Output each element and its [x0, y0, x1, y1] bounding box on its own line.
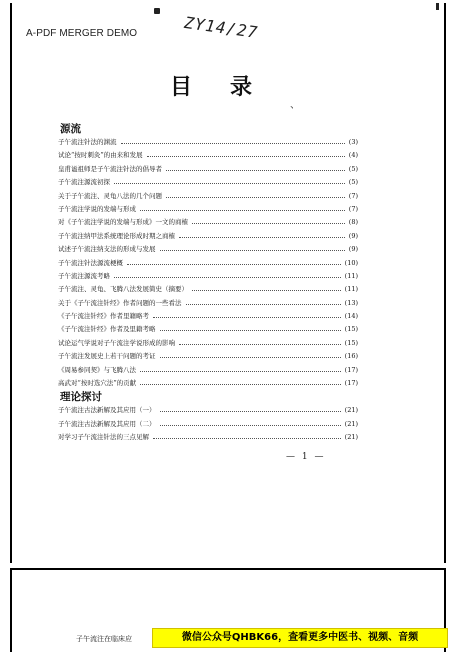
toc-entry[interactable] [58, 257, 358, 270]
toc-entry-page: (7) [348, 204, 358, 213]
dot-leader [140, 210, 345, 211]
toc-entry[interactable] [58, 270, 358, 283]
toc-entry[interactable] [58, 216, 358, 229]
toc-entry[interactable] [58, 337, 358, 350]
dot-leader [140, 384, 341, 385]
toc-entry[interactable] [58, 136, 358, 149]
dot-leader [179, 237, 345, 238]
toc-entry-page: (21) [344, 406, 358, 415]
toc-entry[interactable] [58, 149, 358, 162]
toc-entry-page: (5) [348, 178, 358, 187]
toc-entry-title: 子午流注针法源流梗概 [58, 258, 123, 267]
toc-entry-title: 子午流注、灵龟、飞腾八法发展简史（摘要） [58, 285, 188, 294]
toc-entry-page: (3) [348, 138, 358, 146]
toc-entry[interactable] [58, 176, 358, 189]
dot-leader [192, 290, 341, 291]
dot-leader [121, 143, 345, 144]
toc-entry[interactable] [58, 163, 358, 176]
toc-entry-title: 《周易参同契》与飞腾八法 [58, 365, 136, 374]
toc-entry-page: (14) [344, 312, 358, 321]
toc-entry-page: (15) [344, 338, 358, 347]
toc-entry[interactable] [58, 323, 358, 336]
toc-entry[interactable] [58, 418, 358, 431]
toc-entry[interactable] [58, 203, 358, 216]
toc-entry-title: 对学习子午流注针法的三点见解 [58, 433, 149, 442]
toc-entry-page: (10) [344, 258, 358, 267]
section-heading: 源流 [60, 123, 81, 135]
toc-entry-page: (7) [348, 191, 358, 200]
toc-entry-page: (11) [344, 271, 358, 280]
toc-entry[interactable] [58, 404, 358, 417]
toc-entry-title: 子午流注学说的发端与形成 [58, 204, 136, 213]
toc-entry-title: 子午流注发展史上若干问题的考证 [58, 352, 156, 361]
toc-entry[interactable] [58, 431, 358, 444]
dot-leader [160, 425, 341, 426]
toc-entry[interactable] [58, 283, 358, 296]
handwritten-note: ZY14/27 [183, 12, 260, 43]
dot-leader [153, 317, 341, 318]
title-mark: 、 [290, 100, 300, 111]
toc-entry-page: (4) [348, 151, 358, 160]
toc-entry-title: 关于《子午流注针经》作者问题的一些看法 [58, 298, 182, 307]
toc-entry-title: 关于子午流注、灵龟八法的几个问题 [58, 191, 162, 200]
dot-leader [192, 223, 345, 224]
dot-leader [179, 344, 341, 345]
toc-entry-page: (21) [344, 419, 358, 428]
table-of-contents [58, 122, 358, 445]
toc-entry-page: (9) [348, 245, 358, 254]
toc-entry-page: (13) [344, 298, 358, 307]
toc-entry[interactable] [58, 364, 358, 377]
toc-entry-page: (8) [348, 218, 358, 227]
dot-leader [153, 438, 341, 439]
toc-entry-page: (17) [344, 365, 358, 374]
toc-entry-title: 《子午流注针经》作者及里籍考略 [58, 325, 156, 334]
toc-entry-title: 子午流注针法的渊流 [58, 138, 117, 146]
toc-entry[interactable] [58, 297, 358, 310]
toc-entry-title: 试论运气学说对子午流注学说形成的影响 [58, 338, 175, 347]
toc-entry-page: (5) [348, 164, 358, 173]
toc-entry[interactable] [58, 243, 358, 256]
toc-entry-page: (11) [344, 285, 358, 294]
dot-leader [160, 357, 341, 358]
dot-leader [160, 411, 341, 412]
toc-entry-title: 子午流注源流考略 [58, 271, 110, 280]
toc-entry[interactable] [58, 350, 358, 363]
page-number: — 1 — [286, 452, 326, 462]
section-heading: 理论探讨 [60, 391, 102, 404]
toc-entry-title: 对《子午流注学说的发端与形成》一文的商榷 [58, 218, 188, 227]
toc-entry-title: 试述子午流注纳支法的形成与发展 [58, 245, 156, 254]
scan-tick [436, 3, 439, 10]
toc-entry[interactable] [58, 190, 358, 203]
toc-entry-title: 《子午流注针经》作者里籍略考 [58, 312, 149, 321]
dot-leader [114, 277, 341, 278]
dot-leader [166, 197, 345, 198]
toc-entry-page: (21) [344, 433, 358, 442]
toc-entry-page: (15) [344, 325, 358, 334]
toc-entry[interactable] [58, 377, 358, 390]
toc-entry-title: 子午流注古法新解及其应用（二） [58, 419, 156, 428]
demo-watermark: A-PDF MERGER DEMO [26, 28, 138, 39]
toc-entry-title: 试论“按时刺灸”的由来和发展 [58, 151, 143, 160]
dot-leader [160, 330, 341, 331]
toc-entry[interactable] [58, 310, 358, 323]
dot-leader [186, 304, 341, 305]
wechat-banner: 微信公众号QHBK66，查看更多中医书、视频、音频 [152, 628, 448, 648]
dot-leader [140, 371, 341, 372]
dot-leader [147, 156, 345, 157]
toc-entry-title: 子午流注源流初探 [58, 178, 110, 187]
next-page-text: 子午流注在临床应 [76, 635, 132, 643]
scan-mark [154, 8, 160, 14]
toc-entry-title: 高武对“按时选穴法”的贡献 [58, 379, 137, 388]
dot-leader [114, 183, 345, 184]
dot-leader [166, 170, 345, 171]
dot-leader [160, 250, 345, 251]
toc-entry-title: 皇甫谧祖师是子午流注针法的倡导者 [58, 164, 162, 173]
toc-entry-page: (16) [344, 352, 358, 361]
toc-entry[interactable] [58, 230, 358, 243]
toc-entry-page: (9) [348, 231, 358, 240]
page-title: 目录 [170, 74, 291, 100]
dot-leader [127, 264, 341, 265]
toc-entry-title: 子午流注纳甲法系统理论形成时期之商榷 [58, 231, 175, 240]
toc-entry-page: (17) [344, 379, 358, 388]
toc-entry-title: 子午流注古法新解及其应用（一） [58, 406, 156, 415]
